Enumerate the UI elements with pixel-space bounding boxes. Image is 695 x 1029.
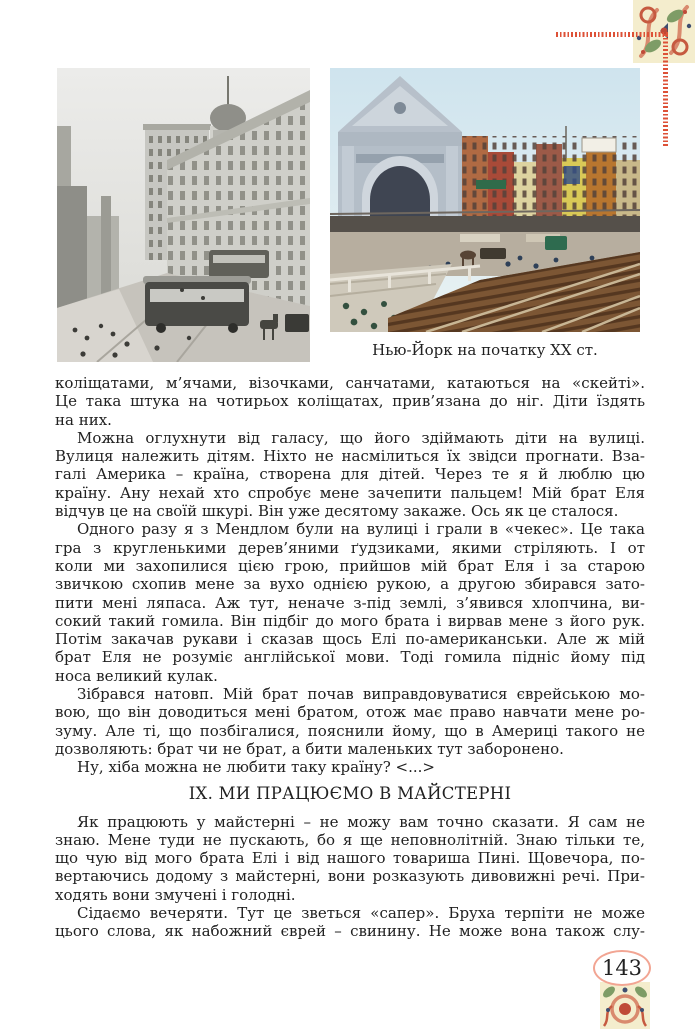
text-line: Можна оглухнути від галасу, що його здіймають діти на вулиці. [77, 428, 645, 447]
text-line: відчув це на своїй шкурі. Він уже десятому закаже. Ось як це сталося. [55, 502, 619, 521]
text-line: знаю. Мене туди не пускають, бо я ще неповнолітній. Знаю тільки те, [55, 830, 645, 849]
text-line: звичкою схопив мене за вухо однією рукою, а другою збирався зато- [55, 575, 645, 594]
page-number: 143 [601, 956, 643, 980]
color-elevated-railway-graphic [330, 68, 640, 332]
text-line: що чую від мого брата Елі і від нашого товариша Пині. Щовечора, по- [55, 849, 645, 868]
text-line: Зібрався натовп. Мій брат почав виправдовуватися єврейською мо- [77, 685, 645, 704]
text-line: брат Еля не розуміє англійської мови. Тоді гомила підніс йому під [55, 648, 645, 667]
text-line: зуму. Але ті, що позбігалися, пояснили йому, що в Америці такого не [55, 721, 645, 740]
dashed-rule-horizontal [556, 32, 668, 37]
text-line: Ну, хіба можна не любити таку країну? <...> [77, 758, 435, 777]
body-text-column [55, 374, 645, 941]
text-line: ходять вони змучені і голодні. [55, 885, 296, 904]
dashed-rule-vertical [663, 34, 668, 146]
text-line: коліщатами, м’ячами, візочками, санчатами, катаються на «скейті». [55, 374, 645, 392]
text-line: коли ми захопилися цією грою, прийшов мій брат Еля і за старою [55, 556, 645, 575]
text-line: Потім закачав рукави і сказав щось Елі по-американськи. Але ж мій [55, 630, 645, 649]
text-line: Як працюють у майстерні – не можу вам точно сказати. Я сам не [77, 812, 645, 831]
text-line: Сідаємо вечеряти. Тут це зветься «сапер». Бруха терпіти не може [77, 904, 645, 923]
text-line: вою, що він доводиться мені братом, отож має право навчати мене ро- [55, 703, 645, 722]
paragraph [55, 520, 645, 685]
paragraph [55, 374, 645, 429]
paragraphs-before-heading [55, 374, 645, 777]
chapter-heading: IX. МИ ПРАЦЮЄМО В МАЙСТЕРНІ [188, 783, 512, 803]
text-line: гра з кругленькими дерев’яними ґудзиками, якими стріляють. І от [55, 538, 645, 557]
text-line: країну. Ану нехай хто спробує мене зачепити пальцем! Мій брат Еля [55, 483, 645, 502]
text-line: пити мені ляпаса. Аж тут, неначе з-під землі, з’явився хлопчина, ви- [55, 593, 645, 612]
text-line: дозволяють: брат чи не брат, а бити маленьких тут заборонено. [55, 739, 564, 758]
new-york-street-bw-photo [57, 68, 310, 362]
paragraphs-after-heading [55, 813, 645, 941]
photo-caption: Нью-Йорк на початку XX ст. [372, 341, 598, 359]
paragraph [55, 429, 645, 520]
paragraph [55, 758, 645, 776]
paragraph [55, 904, 645, 941]
text-line: Вулиця належить дітям. Ніхто не насмілиться їх звідси прогнати. Вза- [55, 447, 645, 466]
paragraph [55, 813, 645, 904]
page-number-badge [593, 950, 651, 986]
bowery-elevated-railway-color-photo [330, 68, 640, 332]
text-line: Одного разу я з Мендлом були на вулиці і грали в «чекес». Це така [77, 520, 645, 539]
text-line: галі Америка – країна, створена для дітей. Через те я й люблю цю [55, 465, 645, 484]
floral-ornament-column [600, 982, 650, 1029]
bw-street-scene-graphic [57, 68, 310, 362]
text-line: сокий такий гомила. Він підбіг до мого брата і вирвав мене з його рук. [55, 611, 645, 630]
text-line: на них. [55, 410, 112, 429]
text-line: Це така штука на чотирьох коліщатах, прив’язана до ніг. Діти їздять [55, 392, 645, 411]
paragraph [55, 685, 645, 758]
text-line: вертаючись додому з майстерні, вони розказують дивовижні речі. При- [55, 867, 645, 886]
ornament-bottom-graphic [600, 982, 650, 1029]
text-line: цього слова, як набожний єврей – свинину. Не може вона також слу- [55, 922, 645, 941]
text-line: носа великий кулак. [55, 666, 218, 685]
